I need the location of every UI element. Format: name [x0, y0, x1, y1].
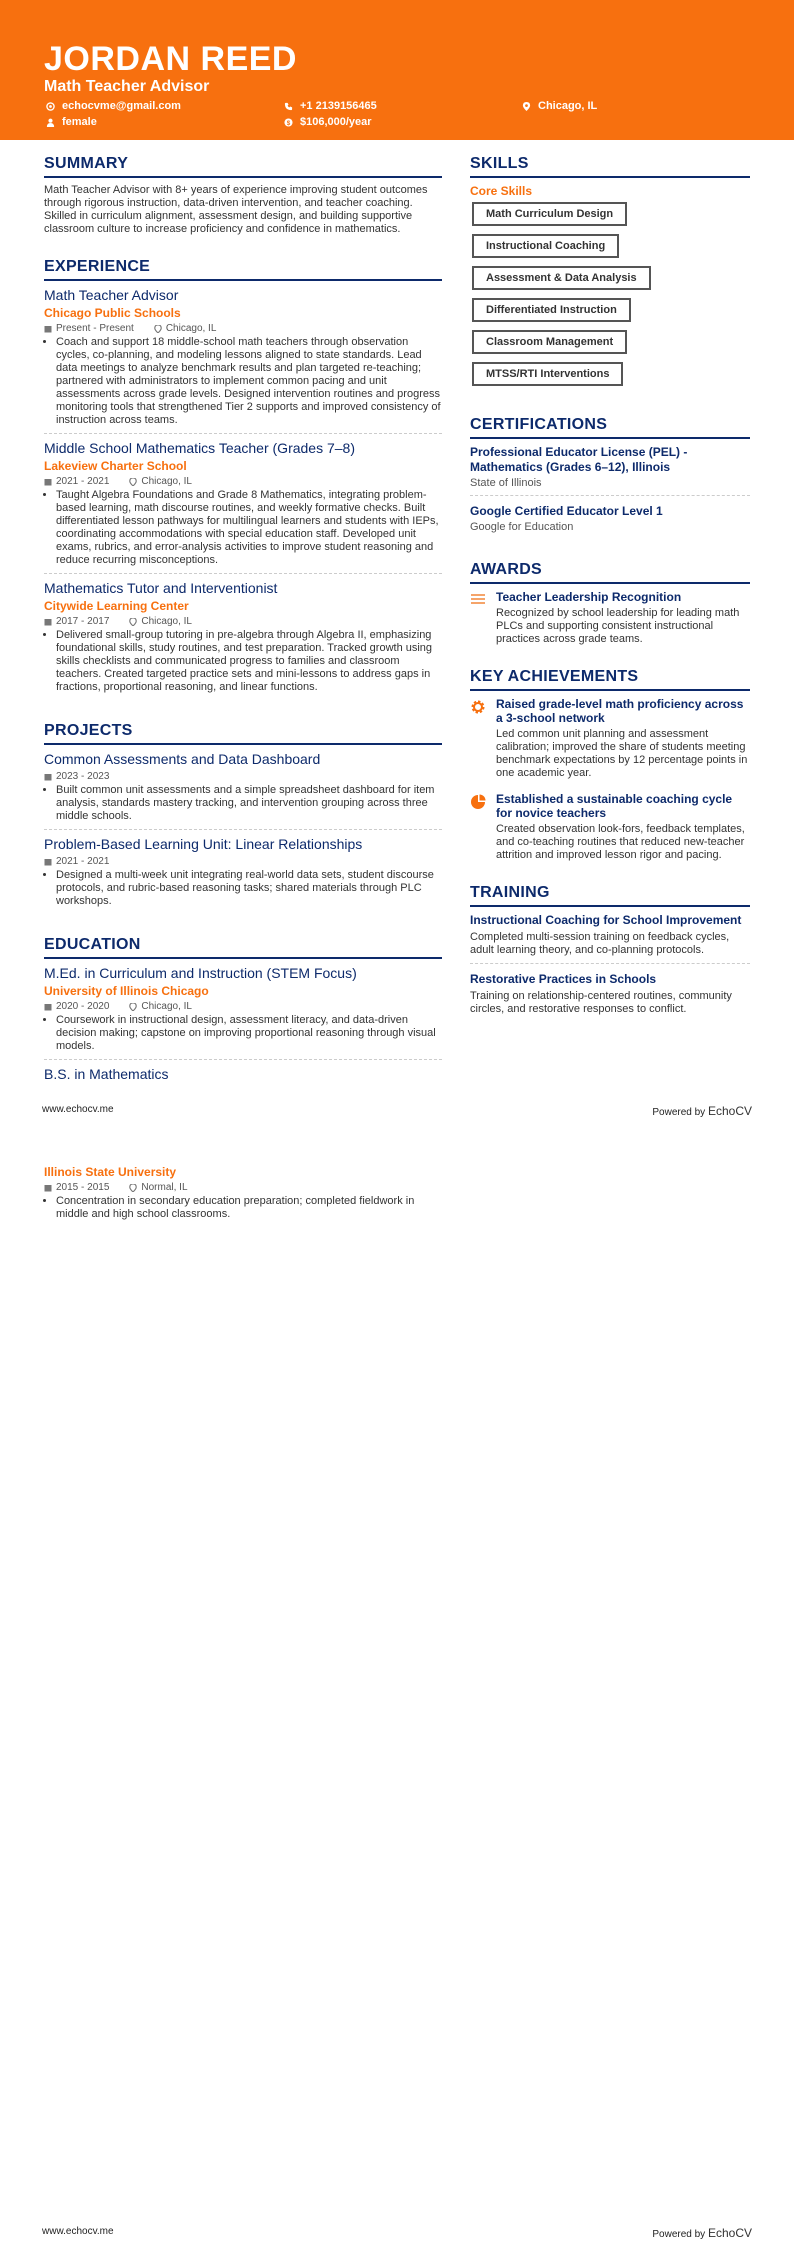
- location-text: Chicago, IL: [538, 100, 598, 112]
- certifications-section: [470, 416, 750, 539]
- job-dates: Present - Present: [56, 323, 134, 334]
- calendar-icon: [44, 1003, 52, 1011]
- calendar-icon: [44, 325, 52, 333]
- education-section: [44, 936, 442, 1089]
- pie-chart-icon: [470, 794, 486, 810]
- job-title: Middle School Mathematics Teacher (Grades 7–8): [44, 440, 356, 456]
- project-dates: 2023 - 2023: [56, 771, 110, 782]
- powered-by: [652, 1104, 752, 1118]
- brand-name[interactable]: EchoCV: [707, 1104, 752, 1118]
- location-pin-icon: [129, 1184, 137, 1192]
- education-heading: EDUCATION: [44, 936, 442, 959]
- job-title: Mathematics Tutor and Interventionist: [44, 580, 278, 596]
- phone-text: +1 2139156465: [300, 100, 377, 112]
- achievement-entry: [470, 792, 750, 862]
- project-entry: [44, 751, 442, 830]
- calendar-icon: [44, 478, 52, 486]
- training-section: [470, 884, 750, 1022]
- training-entry: [470, 972, 750, 1022]
- at-icon: [46, 102, 55, 111]
- summary-section: [44, 155, 442, 236]
- job-location: Chicago, IL: [165, 323, 217, 334]
- phone-icon: [284, 102, 293, 111]
- skill-chip: Differentiated Instruction: [472, 298, 631, 322]
- employer-name: Citywide Learning Center: [44, 599, 189, 613]
- certification-entry: [470, 504, 750, 539]
- gender-text: female: [62, 116, 97, 128]
- projects-heading: PROJECTS: [44, 722, 442, 745]
- certification-issuer: Google for Education: [470, 521, 574, 533]
- calendar-icon: [44, 858, 52, 866]
- achievement-description: Created observation look-fors, feedback templates, and co-teaching routines that reduced new-teacher attrition and improved lesson rigor and pacing.: [496, 823, 745, 861]
- education-bullet: • Concentration in secondary education preparation; completed fieldwork in middle and high school classrooms.: [56, 1195, 442, 1221]
- powered-by-label: Powered by: [652, 2229, 706, 2240]
- money-icon: [284, 118, 293, 127]
- project-entry: [44, 836, 442, 914]
- education-continuation: [44, 1163, 442, 1221]
- skill-chip: MTSS/RTI Interventions: [472, 362, 623, 386]
- experience-entry: [44, 287, 442, 434]
- project-title: Problem-Based Learning Unit: Linear Relationships: [44, 836, 363, 852]
- page-footer: [42, 1104, 752, 1118]
- achievement-title: Established a sustainable coaching cycle for novice teachers: [496, 792, 733, 820]
- skill-chip: Assessment & Data Analysis: [472, 266, 651, 290]
- project-title: Common Assessments and Data Dashboard: [44, 751, 321, 767]
- brand-name[interactable]: EchoCV: [707, 2226, 752, 2240]
- education-meta: [44, 1001, 442, 1012]
- skill-chip: Math Curriculum Design: [472, 202, 627, 226]
- location-pin-icon: [129, 1003, 137, 1011]
- skill-chip: Classroom Management: [472, 330, 627, 354]
- skills-group-label: Core Skills: [470, 184, 533, 198]
- project-bullet: • Designed a multi-week unit integrating real-world data sets, student discourse protocols, and rubric-based reasoning tasks; shared materials through PLC workshops.: [56, 869, 442, 908]
- footer-website-link[interactable]: www.echocv.me: [42, 2226, 114, 2237]
- experience-entry: [44, 580, 442, 700]
- awards-section: [470, 561, 750, 646]
- resume-header: [0, 0, 794, 140]
- employer-name: Lakeview Charter School: [44, 459, 187, 473]
- job-meta: [44, 323, 442, 334]
- degree-title: M.Ed. in Curriculum and Instruction (STEM Focus): [44, 965, 357, 981]
- footer-website-link[interactable]: www.echocv.me: [42, 1104, 114, 1115]
- education-location: Normal, IL: [141, 1182, 188, 1193]
- skills-section: [470, 155, 750, 394]
- experience-section: [44, 258, 442, 700]
- location-contact: [522, 100, 597, 112]
- job-location: Chicago, IL: [141, 616, 192, 627]
- location-pin-icon: [129, 478, 137, 486]
- job-location: Chicago, IL: [141, 476, 192, 487]
- skills-heading: SKILLS: [470, 155, 750, 178]
- award-title: Teacher Leadership Recognition: [496, 590, 682, 604]
- education-dates: 2015 - 2015: [56, 1182, 110, 1193]
- awards-heading: AWARDS: [470, 561, 750, 584]
- phone-contact[interactable]: [284, 100, 377, 112]
- achievement-title: Raised grade-level math proficiency across a 3-school network: [496, 697, 744, 725]
- school-name: Illinois State University: [44, 1165, 177, 1179]
- candidate-role: Math Teacher Advisor: [44, 78, 210, 95]
- location-pin-icon: [129, 618, 137, 626]
- employer-name: Chicago Public Schools: [44, 306, 181, 320]
- job-bullet: • Coach and support 18 middle-school math teachers through observation cycles, co-planning, and modeling lessons aligned to state standards. Lead data meetings to analyze benchmark results and plan targeted re-teaching; partnered with administrators to implement common pacing and unit assessments across grade levels. Designed intervention routines and progress monitoring tools that strengthened Tier 2 supports and improved consistency of instruction across teams.: [56, 336, 442, 427]
- training-title: Restorative Practices in Schools: [470, 972, 657, 986]
- achievements-section: [470, 668, 750, 862]
- summary-text: Math Teacher Advisor with 8+ years of experience improving student outcomes through rigorous instruction, data-driven intervention, and teacher coaching. Skilled in curriculum alignment, assessment design, and building supportive classroom culture to increase proficiency and confidence in mathematics.: [44, 184, 428, 235]
- certification-title: Google Certified Educator Level 1: [470, 504, 663, 518]
- email-contact[interactable]: [46, 100, 181, 112]
- project-dates: 2021 - 2021: [56, 856, 110, 867]
- job-meta: [44, 476, 442, 487]
- job-title: Math Teacher Advisor: [44, 287, 179, 303]
- location-pin-icon: [522, 102, 531, 111]
- education-location: Chicago, IL: [141, 1001, 192, 1012]
- education-dates: 2020 - 2020: [56, 1001, 110, 1012]
- summary-heading: SUMMARY: [44, 155, 442, 178]
- education-meta: [44, 1182, 442, 1193]
- achievements-heading: KEY ACHIEVEMENTS: [470, 668, 750, 691]
- calendar-icon: [44, 773, 52, 781]
- degree-title: B.S. in Mathematics: [44, 1066, 169, 1082]
- bars-icon: [470, 592, 486, 606]
- training-heading: TRAINING: [470, 884, 750, 907]
- award-description: Recognized by school leadership for leading math PLCs and supporting consistent instructional practices across grade teams.: [496, 607, 740, 645]
- training-title: Instructional Coaching for School Improvement: [470, 913, 742, 927]
- experience-heading: EXPERIENCE: [44, 258, 442, 281]
- skill-chip: Instructional Coaching: [472, 234, 619, 258]
- gender-contact: [46, 116, 97, 128]
- education-entry: [44, 965, 442, 1060]
- calendar-icon: [44, 618, 52, 626]
- powered-by-label: Powered by: [652, 1107, 706, 1118]
- achievement-description: Led common unit planning and assessment calibration; improved the share of students meeting benchmark expectations by 12 percentage points in one academic year.: [496, 728, 748, 779]
- school-name: University of Illinois Chicago: [44, 984, 209, 998]
- salary-contact: [284, 116, 372, 128]
- training-description: Completed multi-session training on feedback cycles, adult learning theory, and co-planning protocols.: [470, 931, 730, 956]
- experience-entry: [44, 440, 442, 574]
- education-entry: [44, 1066, 442, 1089]
- calendar-icon: [44, 1184, 52, 1192]
- training-description: Training on relationship-centered routines, community circles, and restorative responses to conflict.: [470, 990, 732, 1015]
- job-dates: 2017 - 2017: [56, 616, 110, 627]
- certifications-heading: CERTIFICATIONS: [470, 416, 750, 439]
- certification-issuer: State of Illinois: [470, 477, 542, 489]
- award-entry: [470, 590, 750, 646]
- projects-section: [44, 722, 442, 914]
- training-entry: [470, 913, 750, 964]
- email-text: echocvme@gmail.com: [62, 100, 181, 112]
- education-bullet: • Coursework in instructional design, assessment literacy, and data-driven decision making; capstone on improving proportional reasoning through visual models.: [56, 1014, 442, 1053]
- certification-title: Professional Educator License (PEL) - Mathematics (Grades 6–12), Illinois: [470, 445, 688, 474]
- svg-text:$: $: [286, 119, 291, 127]
- job-dates: 2021 - 2021: [56, 476, 110, 487]
- job-bullet: • Taught Algebra Foundations and Grade 8 Mathematics, integrating problem-based learning, math discourse routines, and weekly formative checks. Built differentiated lesson pathways for multilingual learners and students with IEPs, coordinating accommodations with special education staff. Developed unit exams, rubrics, and error-analysis activities to improve student reasoning and reduce recurring misconceptions.: [56, 489, 442, 567]
- person-icon: [46, 118, 55, 127]
- job-bullet: • Delivered small-group tutoring in pre-algebra through Algebra II, emphasizing foundational skills, study routines, and test preparation. Tracked growth using skills checklists and communicated progress to families and classroom teachers. Created targeted practice sets and mini-lessons to address gaps in fractions, proportional reasoning, and linear functions.: [56, 629, 442, 694]
- gear-icon: [470, 699, 486, 715]
- certification-entry: [470, 445, 750, 496]
- achievement-entry: [470, 697, 750, 780]
- right-column: [470, 155, 750, 1044]
- job-meta: [44, 616, 442, 627]
- page-footer: [42, 2226, 752, 2240]
- project-meta: [44, 771, 442, 782]
- powered-by: [652, 2226, 752, 2240]
- candidate-name: JORDAN REED: [44, 40, 297, 78]
- left-column: [44, 155, 442, 1111]
- location-pin-icon: [154, 325, 162, 333]
- project-meta: [44, 856, 442, 867]
- salary-text: $106,000/year: [300, 116, 372, 128]
- project-bullet: • Built common unit assessments and a simple spreadsheet dashboard for item analysis, standards mastery tracking, and intervention grouping across three middle schools.: [56, 784, 442, 823]
